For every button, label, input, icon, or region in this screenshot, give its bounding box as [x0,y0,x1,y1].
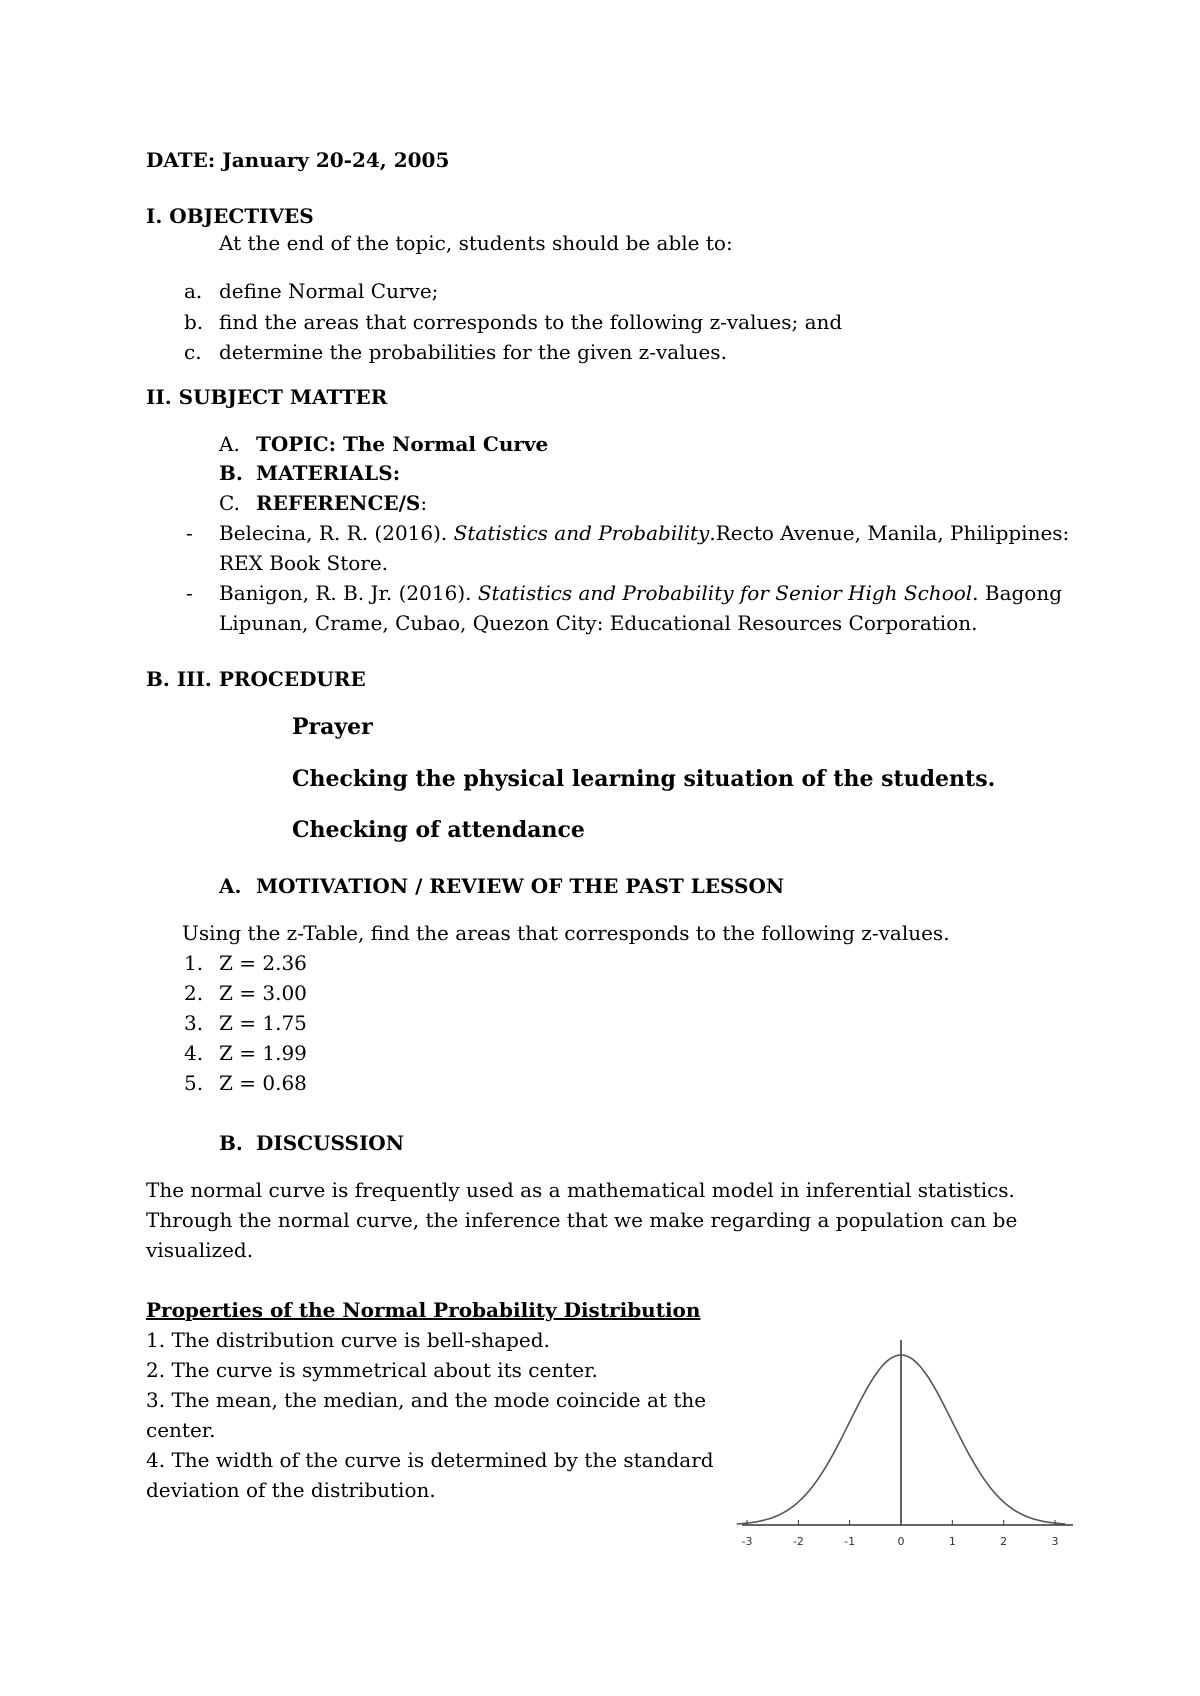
x-tick-label: -2 [792,1535,804,1548]
property-line-3: 3. The mean, the median, and the mode coincide at the [146,1388,707,1412]
topic-marker: A. [219,432,240,456]
objective-marker-b: b. [184,310,204,334]
z-item-marker-1: 1. [184,951,204,975]
objectives-heading: I. OBJECTIVES [146,204,314,228]
discussion-heading: DISCUSSION [256,1131,405,1155]
ref-2-post: . Bagong [972,581,1063,605]
x-tick-label: 0 [897,1535,905,1548]
x-tick-label: 3 [1051,1535,1059,1548]
ref-2-line1 [219,581,1062,605]
motivation-heading: MOTIVATION / REVIEW OF THE PAST LESSON [256,874,785,898]
discussion-marker: B. [219,1131,243,1155]
x-tick-label: -3 [741,1535,753,1548]
ref-dash-2: - [186,581,193,605]
prayer-line: Prayer [292,714,373,740]
property-line-2: 2. The curve is symmetrical about its center. [146,1358,598,1382]
reference-label: REFERENCE/S [256,491,421,515]
materials-line: MATERIALS: [256,461,401,485]
ref-1-post: .Recto Avenue, Manila, Philippines: [709,521,1070,545]
z-item-marker-4: 4. [184,1041,204,1065]
z-item-marker-5: 5. [184,1071,204,1095]
procedure-heading: B. III. PROCEDURE [146,667,366,691]
ref-2-line2: Lipunan, Crame, Cubao, Quezon City: Educational Resources Corporation. [219,611,978,635]
objective-item-c: determine the probabilities for the given z-values. [219,340,727,364]
x-tick-label: 1 [948,1535,956,1548]
subject-matter-heading: II. SUBJECT MATTER [146,385,388,409]
ref-1-line2: REX Book Store. [219,551,389,575]
z-item-marker-2: 2. [184,981,204,1005]
reference-colon: : [420,491,428,515]
property-line-4: center. [146,1418,216,1442]
date-line: DATE: January 20-24, 2005 [146,148,450,172]
ref-1-pre: Belecina, R. R. (2016). [219,521,454,545]
motivation-intro: Using the z-Table, find the areas that corresponds to the following z-values. [182,921,950,945]
z-item-5: Z = 0.68 [219,1071,307,1095]
objective-item-a: define Normal Curve; [219,279,439,303]
property-line-5: 4. The width of the curve is determined by the standard [146,1448,714,1472]
property-line-6: deviation of the distribution. [146,1478,436,1502]
x-tick-label: -1 [844,1535,856,1548]
discussion-line-1: The normal curve is frequently used as a mathematical model in inferential statistics. [146,1178,1015,1202]
objectives-intro: At the end of the topic, students should be able to: [219,231,733,255]
properties-heading: Properties of the Normal Probability Distribution [146,1298,701,1322]
objective-marker-c: c. [184,340,202,364]
ref-2-title: Statistics and Probability for Senior High School [477,581,973,605]
ref-1-title: Statistics and Probability [453,521,710,545]
materials-marker: B. [219,461,243,485]
ref-1-line1 [219,521,1069,545]
z-item-3: Z = 1.75 [219,1011,307,1035]
ref-2-pre: Banigon, R. B. Jr. (2016). [219,581,478,605]
z-item-marker-3: 3. [184,1011,204,1035]
ref-dash-1: - [186,521,193,545]
z-item-1: Z = 2.36 [219,951,307,975]
objective-marker-a: a. [184,279,203,303]
checking-situation-line: Checking the physical learning situation of the students. [292,766,996,792]
normal-curve-chart [735,1325,1080,1565]
z-item-4: Z = 1.99 [219,1041,307,1065]
discussion-line-3: visualized. [146,1238,254,1262]
motivation-marker: A. [219,874,242,898]
checking-attendance-line: Checking of attendance [292,817,585,843]
z-item-2: Z = 3.00 [219,981,307,1005]
reference-line [256,491,427,515]
topic-line: TOPIC: The Normal Curve [256,432,549,456]
discussion-line-2: Through the normal curve, the inference that we make regarding a population can be [146,1208,1018,1232]
x-tick-label: 2 [1000,1535,1008,1548]
property-line-1: 1. The distribution curve is bell-shaped. [146,1328,550,1352]
reference-marker: C. [219,491,240,515]
objective-item-b: find the areas that corresponds to the following z-values; and [219,310,843,334]
